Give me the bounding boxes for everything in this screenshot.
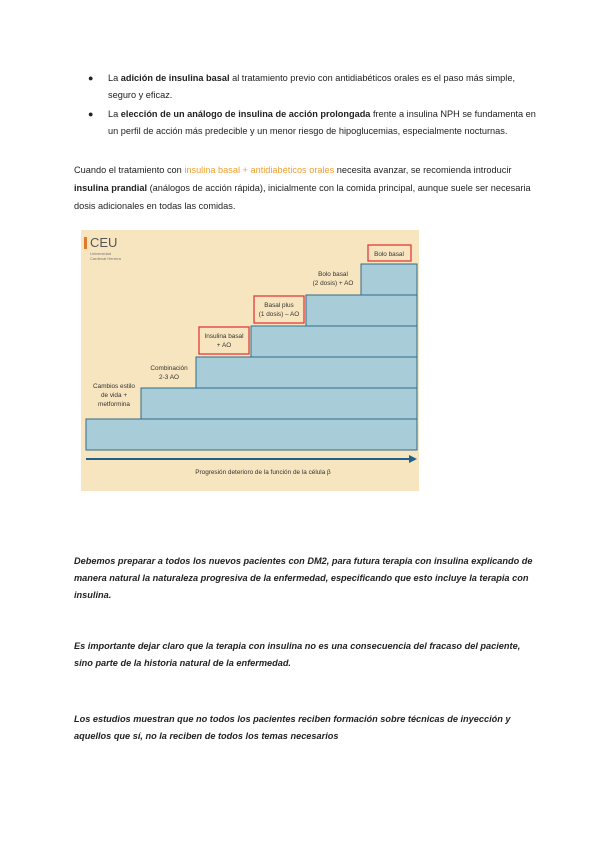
- note-paragraph: Es importante dejar claro que la terapia con insulina no es una consecuencia del fracaso del paciente, sino parte de la historia natural de la enfermedad.: [74, 641, 521, 668]
- bold-text: insulina prandial: [74, 183, 148, 193]
- step-label-2b: 2-3 AO: [159, 374, 179, 381]
- staircase-diagram: [81, 230, 419, 491]
- logo-text: CEU: [90, 235, 118, 250]
- logo-mark-icon: [84, 237, 87, 249]
- step-block-6: [361, 264, 417, 295]
- axis-label: Progresión deterioro de la función de la célula β: [195, 469, 331, 476]
- step-block-3: [196, 357, 417, 388]
- bullet-bold: adición de insulina basal: [120, 73, 230, 83]
- note-paragraph: Los estudios muestran que no todos los pacientes reciben formación sobre técnicas de inyección y aquellos que sí, no la reciben de todos los temas necesarios: [74, 714, 511, 741]
- step-label-3a: Insulina basal: [204, 333, 244, 340]
- step-block-4: [251, 326, 417, 357]
- bullet-item: ● La elección de un análogo de insulina de acción prolongada frente a insulina NPH se fundamenta en un perfil de acción más predecible y un menor riesgo de hipoglucemias, especialmente nocturnas.: [86, 106, 536, 140]
- step-label-1b: de vida +: [100, 392, 128, 399]
- step-label-6a: Bolo basal: [374, 251, 404, 258]
- step-block-5: [306, 295, 417, 326]
- step-label-4a: Basal plus: [264, 302, 294, 309]
- bullet-list: [86, 70, 536, 142]
- step-label-5b: (2 dosis) + AO: [312, 280, 354, 287]
- staircase-figure: [81, 230, 419, 491]
- logo-subtext-1: Universidad: [90, 251, 112, 256]
- step-label-3b: + AO: [216, 342, 232, 349]
- step-block-base: [86, 419, 417, 450]
- bullet-item: ● La adición de insulina basal al tratamiento previo con antidiabéticos orales es el paso más simple, seguro y eficaz.: [86, 70, 536, 104]
- note-paragraph: Debemos preparar a todos los nuevos pacientes con DM2, para futura terapia con insulina explicando de manera natural la naturaleza progresiva de la enfermedad, especificando que esto incluye la terapia con insulina.: [74, 556, 533, 600]
- step-label-2a: Combinación: [150, 365, 188, 372]
- step-label-1c: metformina: [98, 401, 130, 408]
- step-block-2: [141, 388, 417, 419]
- paragraph-treatment: Cuando el tratamiento con insulina basal + antidiabéticos orales necesita avanzar, se recomienda introducir insulina prandial (análogos de acción rápida), inicialmente con la comida principal, aunque suele ser necesaria dosis adicionales en todas las comidas.: [74, 165, 531, 211]
- bullet-dot-icon: ●: [88, 109, 94, 119]
- bullet-dot-icon: ●: [88, 73, 94, 83]
- highlight-text: insulina basal + antidiabéticos orales: [184, 165, 335, 175]
- step-label-1a: Cambios estilo: [93, 383, 135, 390]
- logo-subtext-2: Cardenal Herrera: [90, 256, 121, 261]
- step-label-4b: (1 dosis) – AO: [258, 311, 300, 318]
- step-label-5a: Bolo basal: [318, 271, 348, 278]
- bullet-bold: elección de un análogo de insulina de acción prolongada: [120, 109, 371, 119]
